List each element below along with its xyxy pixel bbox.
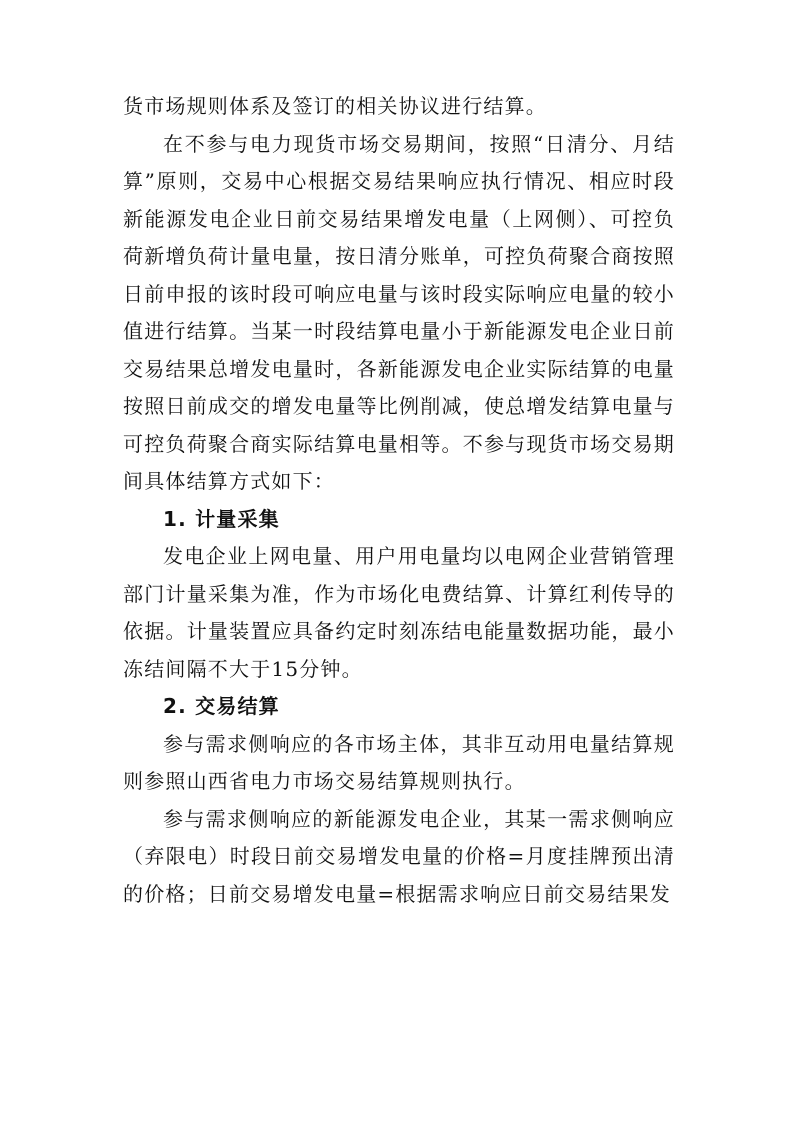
section-heading-metering: 1. 计量采集 [163,506,280,531]
paragraph-continuation: 货市场规则体系及签订的相关协议进行结算。 [123,94,547,118]
paragraph-metering: 发电企业上网电量、用户用电量均以电网企业营销管理部门计量采集为准，作为市场化电费结算、计算红利传导的依据。计量装置应具备约定时刻冻结电能量数据功能，最小冻结间隔不大于15分钟。 [123,544,675,681]
document-body [123,88,675,913]
paragraph-settlement-principle: 在不参与电力现货市场交易期间，按照“日清分、月结算”原则，交易中心根据交易结果响应执行情况、相应时段新能源发电企业日前交易结果增发电量（上网侧）、可控负荷新增负荷计量电量，按日清分账单，可控负荷聚合商按照日前申报的该时段可响应电量与该时段实际响应电量的较小值进行结算。当某一时段结算电量小于新能源发电企业日前交易结果总增发电量时，各新能源发电企业实际结算的电量按照日前成交的增发电量等比例削减，使总增发结算电量与可控负荷聚合商实际结算电量相等。不参与现货市场交易期间具体结算方式如下： [123,131,675,493]
section-heading-settlement: 2. 交易结算 [163,694,280,718]
paragraph-renewable-pricing: 参与需求侧响应的新能源发电企业，其某一需求侧响应（弃限电）时段日前交易增发电量的价格=月度挂牌预出清的价格；日前交易增发电量=根据需求响应日前交易结果发 [123,806,675,906]
paragraph-non-interactive-settlement: 参与需求侧响应的各市场主体，其非互动用电量结算规则参照山西省电力市场交易结算规则执行。 [123,731,675,793]
